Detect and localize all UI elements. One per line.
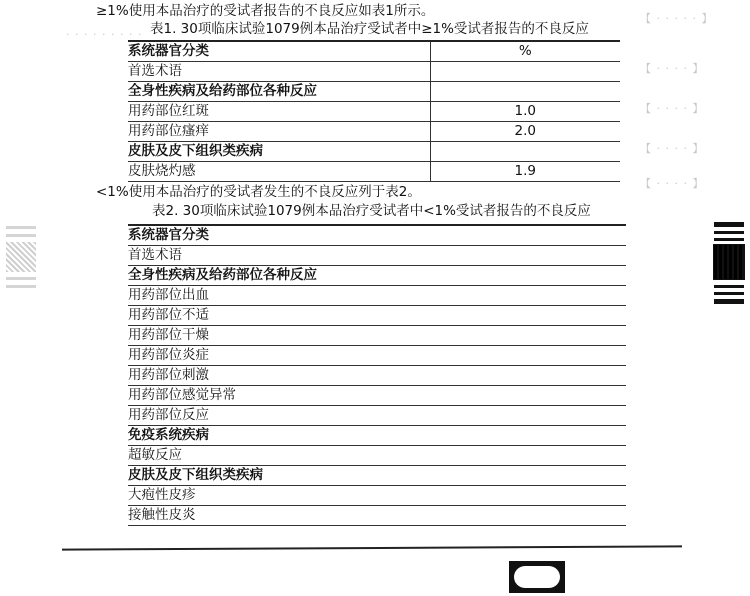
table-row <box>128 122 620 142</box>
bottom-rule <box>62 545 682 550</box>
table1-caption: 表1. 30项临床试验1079例本品治疗受试者中≥1%受试者报告的不良反应 <box>150 21 589 37</box>
percent-value: 1.0 <box>430 102 620 122</box>
soc-label: 免疫系统疾病 <box>128 427 209 443</box>
pt-label: 用药部位红斑 <box>128 103 209 119</box>
pt-label: 用药部位刺激 <box>128 367 209 383</box>
table1-header-soc: 系统器官分类 <box>128 43 209 59</box>
table-row <box>128 346 626 366</box>
table-row <box>128 82 620 102</box>
pt-label: 用药部位不适 <box>128 307 209 323</box>
table-row <box>128 306 626 326</box>
percent-value <box>430 142 620 162</box>
pt-label: 用药部位干燥 <box>128 327 209 343</box>
pt-label: 皮肤烧灼感 <box>128 163 196 179</box>
table1-subheader-value <box>430 62 620 82</box>
table2 <box>128 224 626 526</box>
table1-subheader-row <box>128 62 620 82</box>
bleed-through-text: 【 · · · · 】 <box>640 177 705 190</box>
percent-value <box>430 82 620 102</box>
table1-subheader-pt: 首选术语 <box>128 63 182 79</box>
soc-label: 全身性疾病及给药部位各种反应 <box>128 83 317 99</box>
bleed-through-text: 【 · · · · 】 <box>640 62 705 75</box>
table1-header-percent: % <box>430 41 620 62</box>
pt-label: 用药部位感觉异常 <box>128 387 236 403</box>
bleed-through-text: · · · · · · · · · <box>66 28 143 41</box>
table-row <box>128 366 626 386</box>
table-row <box>128 326 626 346</box>
soc-label: 皮肤及皮下组织类疾病 <box>128 143 263 159</box>
table-row <box>128 446 626 466</box>
table1-header-row <box>128 41 620 62</box>
pt-label: 用药部位反应 <box>128 407 209 423</box>
table-row <box>128 486 626 506</box>
page-marker-icon <box>509 561 565 593</box>
table-row <box>128 286 626 306</box>
pt-label: 大疱性皮疹 <box>128 487 196 503</box>
table-row <box>128 102 620 122</box>
qr-code-icon <box>714 245 744 279</box>
table2-caption: 表2. 30项临床试验1079例本品治疗受试者中<1%受试者报告的不良反应 <box>152 203 591 219</box>
percent-value: 2.0 <box>430 122 620 142</box>
table-row <box>128 142 620 162</box>
table2-subheader-pt: 首选术语 <box>128 247 182 263</box>
table1 <box>128 40 620 182</box>
soc-label: 全身性疾病及给药部位各种反应 <box>128 267 317 283</box>
pt-label: 用药部位出血 <box>128 287 209 303</box>
intro-paragraph-1: ≥1%使用本品治疗的受试者报告的不良反应如表1所示。 <box>96 3 435 19</box>
bleed-through-text: 【 · · · · 】 <box>640 102 705 115</box>
table-row <box>128 162 620 182</box>
pt-label: 用药部位瘙痒 <box>128 123 209 139</box>
pt-label: 用药部位炎症 <box>128 347 209 363</box>
intro-paragraph-2: <1%使用本品治疗的受试者发生的不良反应列于表2。 <box>96 184 421 200</box>
table-row <box>128 266 626 286</box>
table-row <box>128 406 626 426</box>
bleed-through-text: 【 · · · · 】 <box>640 142 705 155</box>
percent-value: 1.9 <box>430 162 620 182</box>
pt-label: 接触性皮炎 <box>128 507 196 523</box>
table-row <box>128 506 626 526</box>
table2-subheader-row <box>128 246 626 266</box>
pt-label: 超敏反应 <box>128 447 182 463</box>
soc-label: 皮肤及皮下组织类疾病 <box>128 467 263 483</box>
left-scan-mark <box>6 226 36 293</box>
table2-header-soc: 系统器官分类 <box>128 227 209 243</box>
table-row <box>128 426 626 446</box>
table2-header-row <box>128 225 626 246</box>
bleed-through-text: 【 · · · · · 】 <box>640 12 714 25</box>
barcode-icon <box>714 222 744 308</box>
table-row <box>128 386 626 406</box>
table-row <box>128 466 626 486</box>
